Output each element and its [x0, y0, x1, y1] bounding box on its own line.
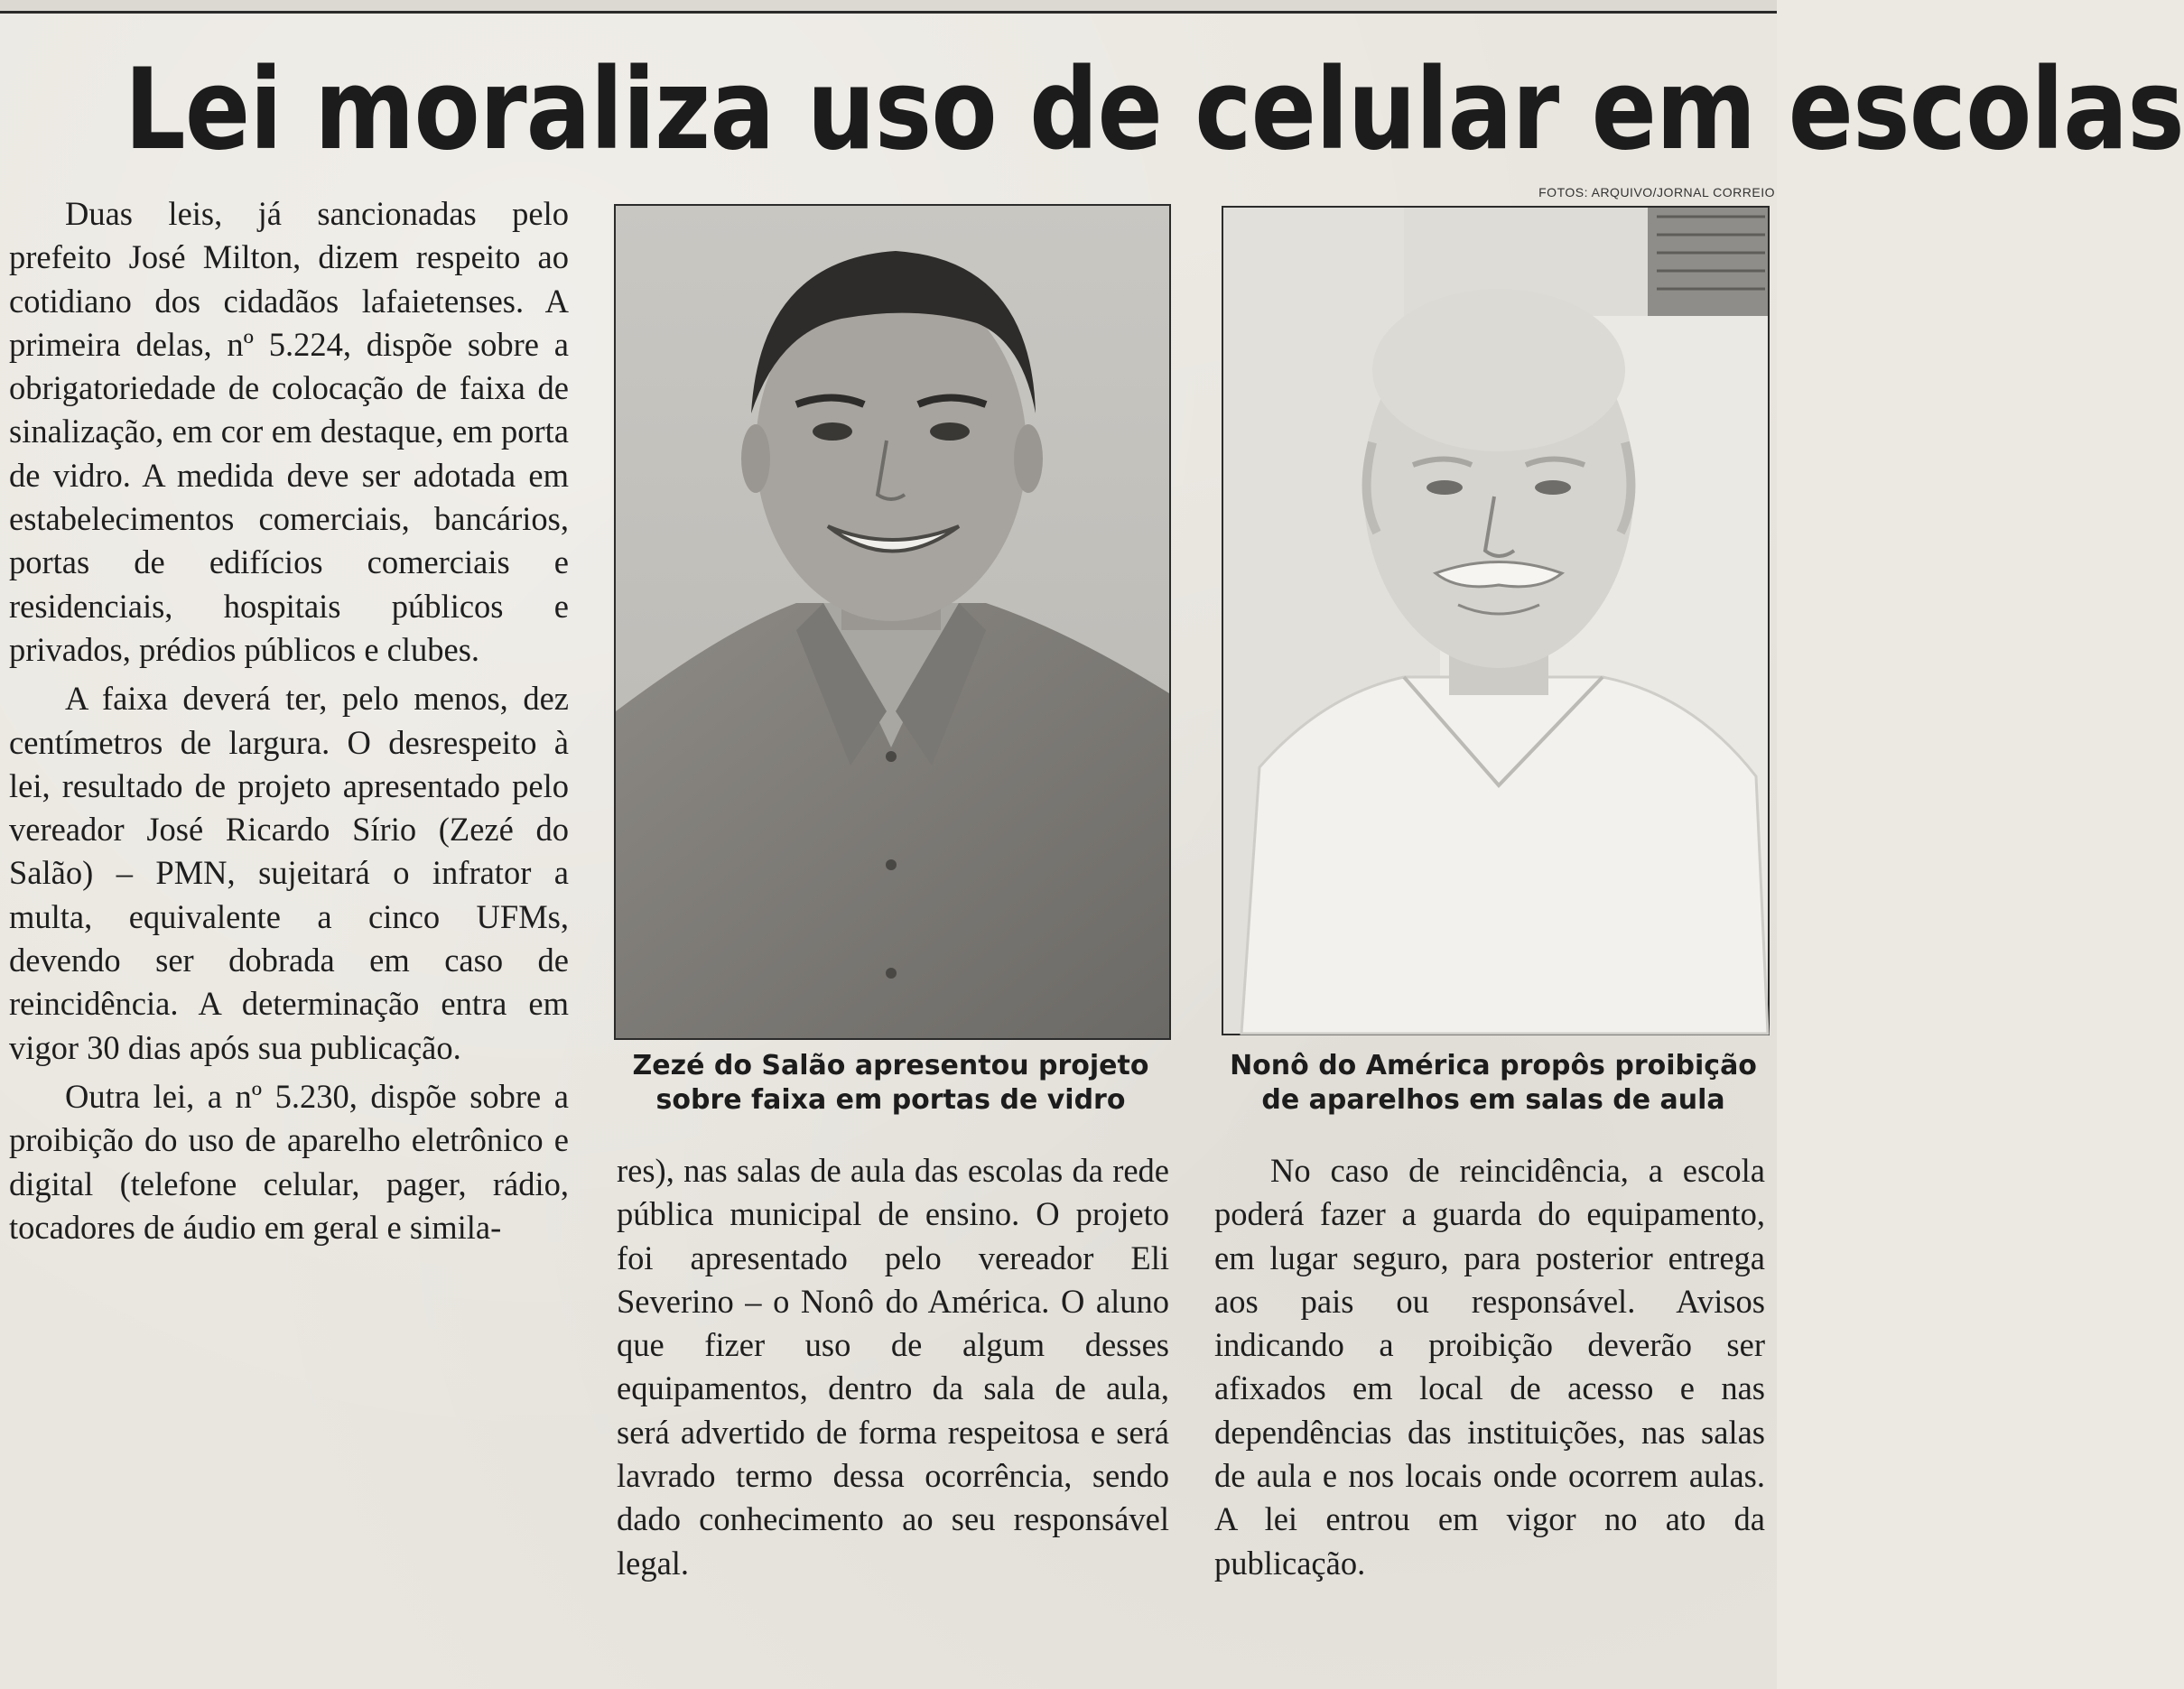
article-column-1 [9, 192, 569, 1249]
photo-credit: FOTOS: ARQUIVO/JORNAL CORREIO [1538, 185, 1775, 200]
article-column-2 [617, 1149, 1169, 1585]
paragraph: No caso de reincidência, a escola poderá fazer a guarda do equipamento, em lugar seguro, para posterior entrega aos pais ou responsável. Avisos indicando a proibição deverão ser afixados em local de acesso e nas dependências das instituições, nas salas de aula e nos locais onde ocorrem aulas. A lei entrou em vigor no ato da publicação. [1214, 1152, 1765, 1582]
caption-line: Zezé do Salão apresentou projeto [632, 1050, 1149, 1081]
headline: Lei moraliza uso de celular em escolas [124, 45, 2184, 175]
paragraph: res), nas salas de aula das escolas da rede pública municipal de ensino. O projeto foi apresentado pelo vereador Eli Severino – o Nonô do América. O aluno que fizer uso de algum desses equipamentos, dentro da sala de aula, será advertido de forma respeitosa e será lavrado termo dessa ocorrência, sendo dado conhecimento ao seu responsável legal. [617, 1152, 1169, 1582]
top-border-rule [0, 0, 1777, 14]
paragraph: Outra lei, a nº 5.230, dispõe sobre a proibição do uso de aparelho eletrônico e digital (telefone celular, pager, rádio, tocadores de áudio em geral e simila- [9, 1077, 569, 1246]
caption-line: Nonô do América propôs proibição [1230, 1050, 1757, 1081]
photo-nono-do-america [1222, 206, 1770, 1035]
paragraph: Duas leis, já sancionadas pelo prefeito José Milton, dizem respeito ao cotidiano dos cidadãos lafaietenses. A primeira delas, nº 5.224, dispõe sobre a obrigatoriedade de colocação de faixa de sinalização, em cor em destaque, em porta de vidro. A medida deve ser adotada em estabelecimentos comerciais, bancários, portas de edifícios comerciais e residenciais, hospitais públicos e privados, prédios públicos e clubes. [9, 195, 569, 668]
caption-line: de aparelhos em salas de aula [1261, 1084, 1725, 1116]
paragraph: A faixa deverá ter, pelo menos, dez centímetros de largura. O desrespeito à lei, resultado de projeto apresentado pelo vereador José Ricardo Sírio (Zezé do Salão) – PMN, sujeitará o infrator a multa, equivalente a cinco UFMs, devendo ser dobrada em caso de reincidência. A determinação entra em vigor 30 dias após sua publicação. [9, 680, 569, 1066]
photo-caption-right [1210, 1049, 1777, 1118]
portrait-older-man-image [1223, 208, 1768, 1034]
photo-caption-left [596, 1049, 1185, 1118]
portrait-man-smiling-image [616, 206, 1169, 1038]
article-column-3 [1214, 1149, 1765, 1585]
caption-line: sobre faixa em portas de vidro [655, 1084, 1126, 1116]
photo-zeze-do-salao [614, 204, 1171, 1040]
